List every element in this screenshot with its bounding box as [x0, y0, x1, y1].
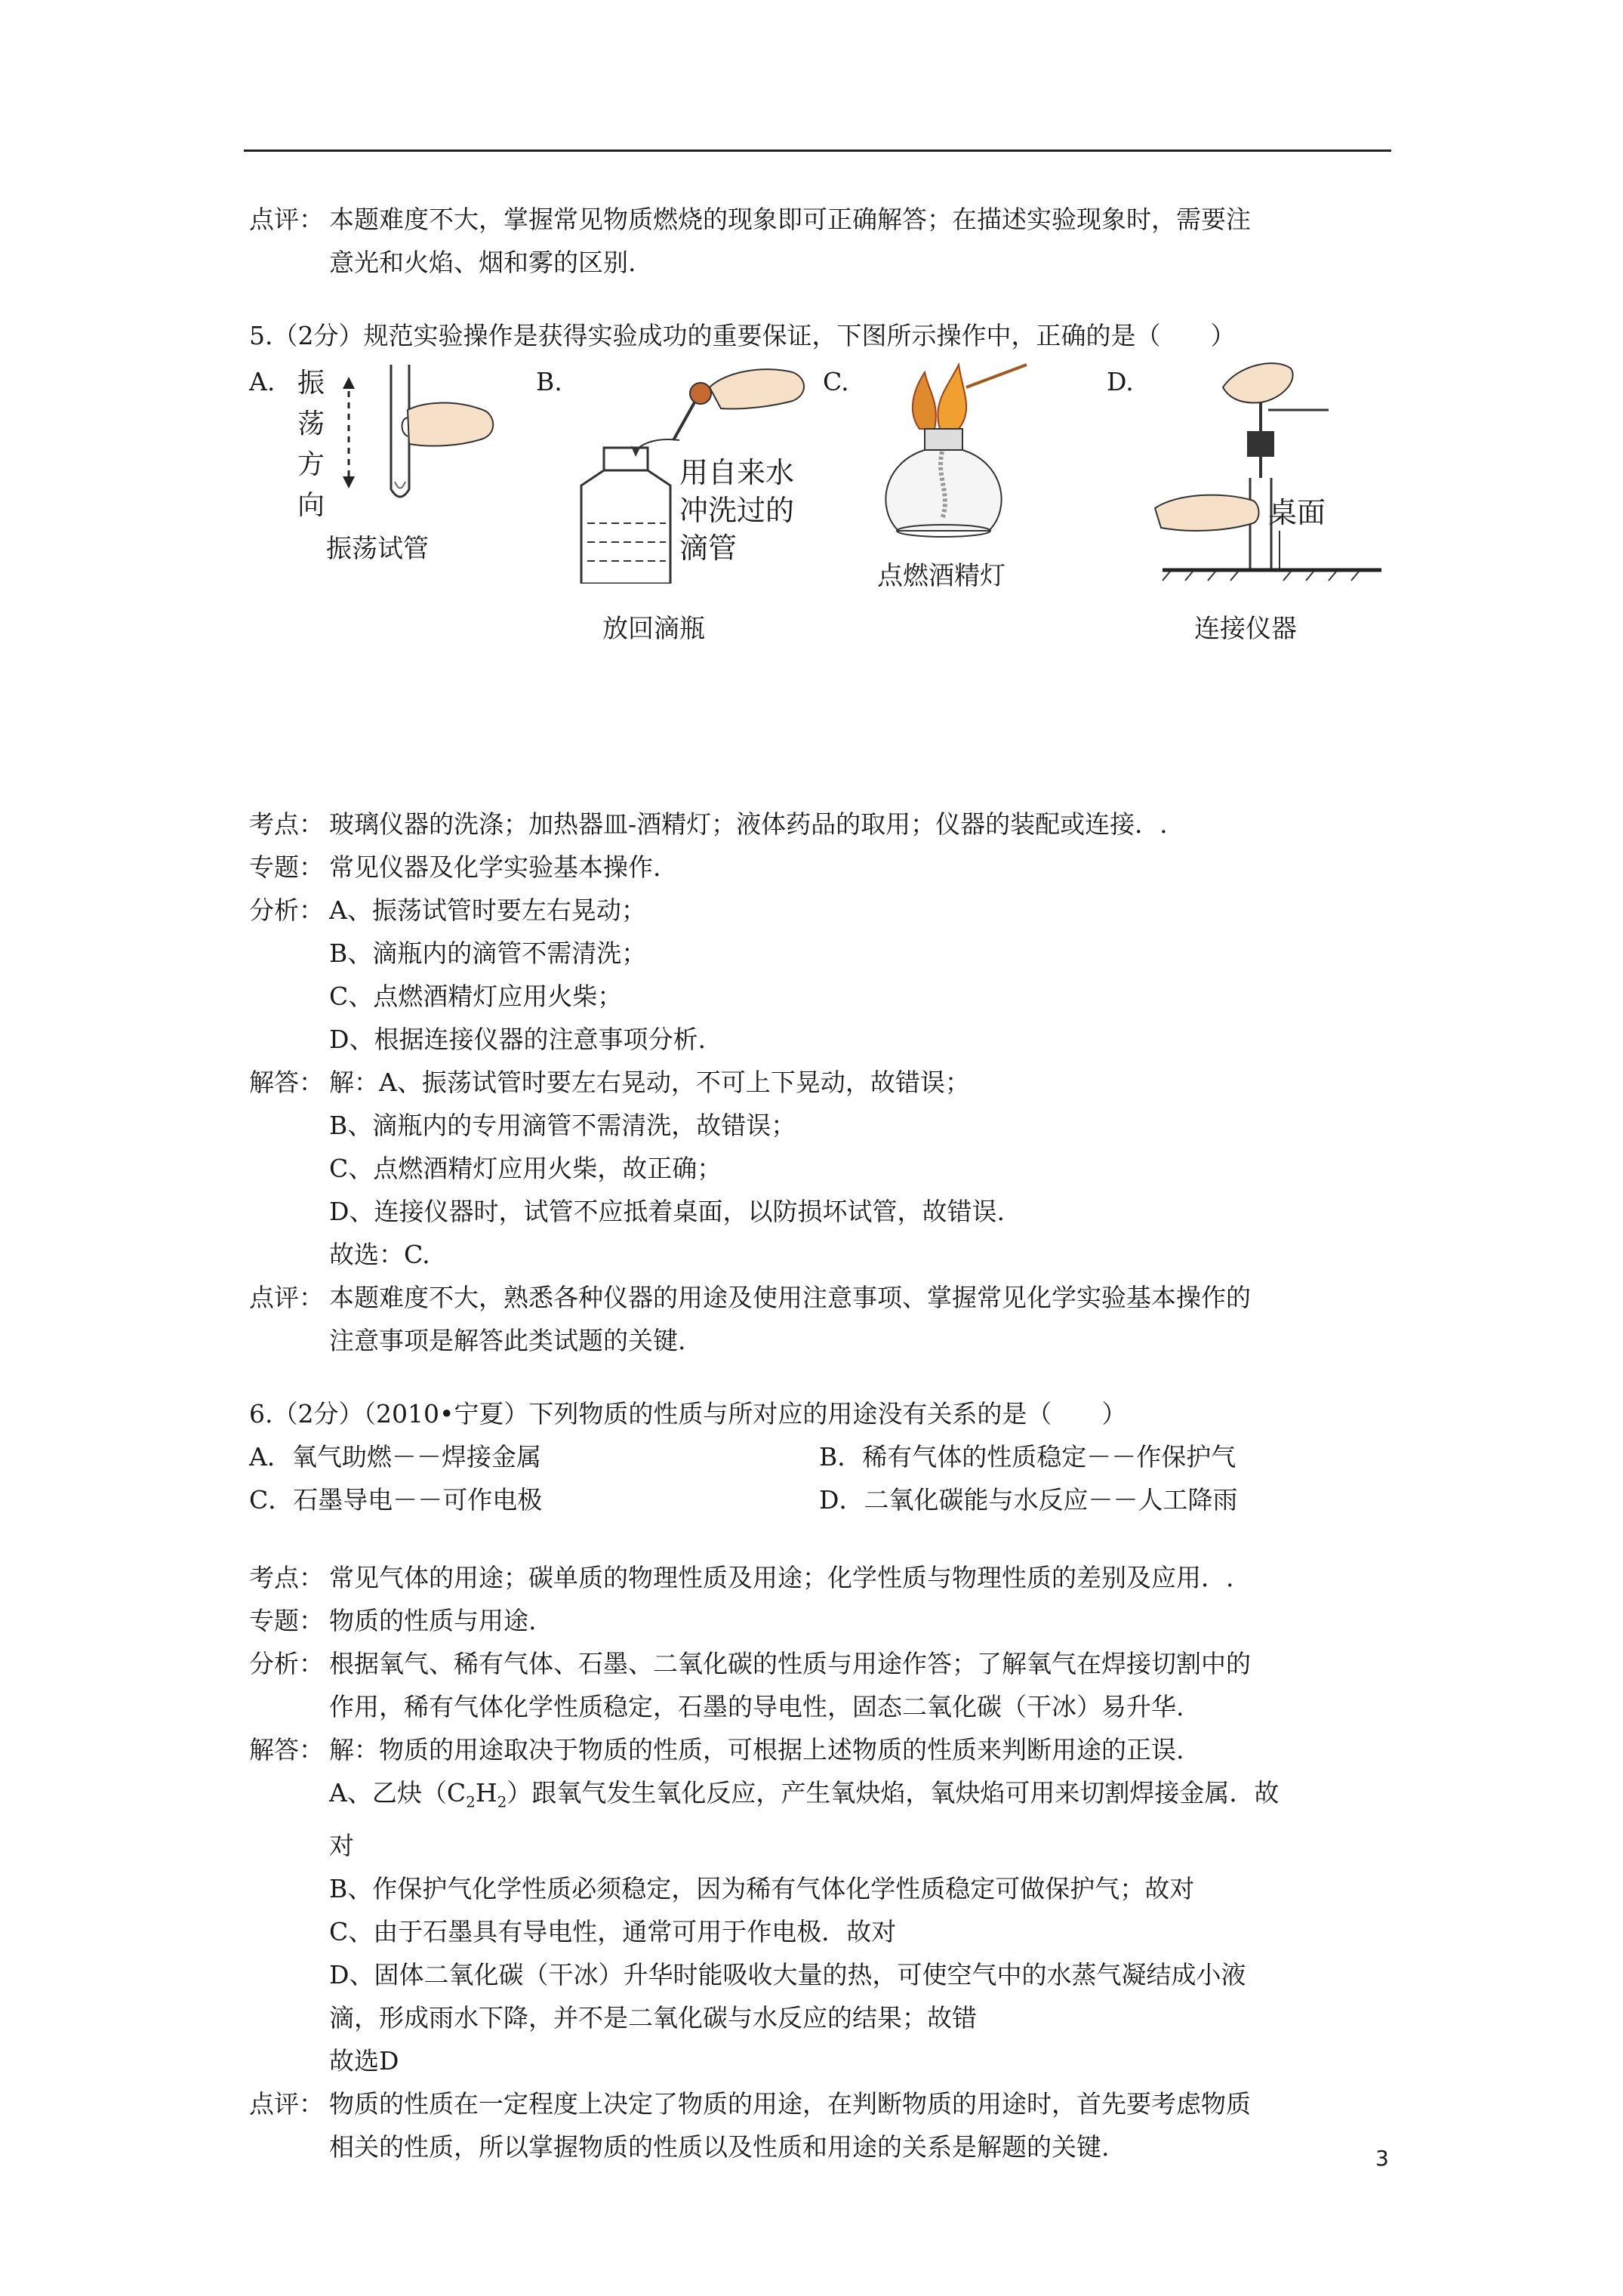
- q5-dianping: [249, 1276, 1397, 1362]
- line: 物质的性质在一定程度上决定了物质的用途，在判断物质的用途时，首先要考虑物质: [329, 2088, 1251, 2119]
- line: 本题难度不大，掌握常见物质燃烧的现象即可正确解答；在描述实验现象时，需要注: [329, 205, 1251, 234]
- page-body: [249, 198, 1397, 2168]
- line: 解：A、振荡试管时要左右晃动，不可上下晃动，故错误；: [329, 1068, 970, 1097]
- option-letter: B.: [536, 367, 562, 396]
- label: 解答：: [249, 1735, 324, 1764]
- caption: 连接仪器: [1194, 614, 1297, 644]
- line: 玻璃仪器的洗涤；加热器皿-酒精灯；液体药品的取用；仪器的装配或连接．.: [329, 809, 1168, 839]
- line: C、点燃酒精灯应用火柴；: [329, 982, 623, 1011]
- caption: 放回滴瓶: [602, 614, 705, 644]
- line: 解：物质的用途取决于物质的性质，可根据上述物质的性质来判断用途的正误.: [329, 1735, 1184, 1764]
- option-a: A．氧气助燃－－焊接金属: [249, 1442, 541, 1472]
- connect-apparatus-illustration: [1140, 357, 1397, 584]
- label-line: 冲洗过的: [679, 494, 795, 527]
- figure-c: [853, 357, 1095, 659]
- q5-stem: 5.（2分）规范实验操作是获得实验成功的重要保证，下图所示操作中，正确的是（ ）: [249, 321, 1236, 350]
- line: A、振荡试管时要左右晃动；: [329, 895, 646, 925]
- figure-b: [566, 357, 823, 689]
- line: 注意事项是解答此类试题的关键.: [329, 1326, 686, 1355]
- line: B、滴瓶内的滴管不需清洗；: [329, 938, 647, 968]
- line: 常见气体的用途；碳单质的物理性质及用途；化学性质与物理性质的差别及应用．.: [329, 1563, 1234, 1592]
- line: 相关的性质，所以掌握物质的性质以及性质和用途的关系是解题的关键.: [329, 2131, 1110, 2162]
- q5-zhuanti: [249, 846, 1397, 889]
- figure-a: [294, 357, 521, 584]
- header-rule: [244, 149, 1391, 152]
- q6-jieda: [249, 1728, 1397, 2082]
- option-letter: D.: [1107, 367, 1134, 396]
- line: D、固体二氧化碳（干冰）升华时能吸收大量的热，可使空气中的水蒸气凝结成小液: [329, 1959, 1246, 1989]
- line: B、滴瓶内的专用滴管不需清洗，故错误；: [329, 1111, 796, 1140]
- line: D、根据连接仪器的注意事项分析.: [329, 1025, 706, 1054]
- alcohol-lamp-illustration: [853, 357, 1095, 553]
- option-c: C．石墨导电－－可作电极: [249, 1485, 543, 1515]
- line: C、点燃酒精灯应用火柴，故正确；: [329, 1154, 722, 1183]
- q5-fenxi: [249, 889, 1397, 1061]
- option-d: D．二氧化碳能与水反应－－人工降雨: [819, 1485, 1238, 1515]
- q6-zhuanti: [249, 1599, 1397, 1642]
- q6-fenxi: [249, 1642, 1397, 1728]
- line: 意光和火焰、烟和雾的区别.: [329, 248, 636, 277]
- arrow-text-char: 向: [297, 490, 325, 521]
- figure-d: [1140, 357, 1397, 689]
- line: 故选D: [329, 2045, 399, 2076]
- line: 本题难度不大，熟悉各种仪器的用途及使用注意事项、掌握常见化学实验基本操作的: [329, 1283, 1251, 1312]
- q6-kaodian: [249, 1556, 1397, 1599]
- label: 点评：: [249, 2088, 324, 2119]
- line: 根据氧气、稀有气体、石墨、二氧化碳的性质与用途作答；了解氧气在焊接切割中的: [329, 1649, 1251, 1678]
- option-b: B．稀有气体的性质稳定－－作保护气: [819, 1442, 1236, 1472]
- option-letter: A.: [249, 367, 276, 396]
- shake-tube-illustration: [294, 357, 521, 523]
- line: 物质的性质与用途.: [329, 1606, 537, 1635]
- q5-kaodian: [249, 803, 1397, 846]
- q6-stem: 6.（2分）（2010•宁夏）下列物质的性质与所对应的用途没有关系的是（ ）: [249, 1399, 1127, 1428]
- line: C、由于石墨具有导电性，通常可用于作电极．故对: [329, 1916, 897, 1946]
- q5-jieda: [249, 1061, 1397, 1276]
- line-formula: A、乙炔$(C_2H_2)$跟氧气发生氧化反应，产生氧炔焰，氧炔焰可用来切割焊接金属．故: [329, 1778, 1280, 1811]
- label: 专题：: [249, 852, 324, 882]
- line: 作用，稀有气体化学性质稳定，石墨的导电性，固态二氧化碳（干冰）易升华.: [329, 1692, 1184, 1721]
- option-letter: C.: [823, 367, 849, 396]
- line: 对: [329, 1830, 354, 1860]
- table-label: 桌面: [1268, 496, 1326, 529]
- label: 点评：: [249, 205, 324, 234]
- label: 分析：: [249, 1649, 324, 1678]
- q6-options: [249, 1435, 1397, 1521]
- prev-comment: [249, 198, 1397, 284]
- label: 点评：: [249, 1283, 324, 1312]
- q5-figures: [249, 357, 1397, 803]
- label: 专题：: [249, 1606, 324, 1635]
- label: 分析：: [249, 895, 324, 925]
- line: 故选：C.: [329, 1240, 430, 1269]
- line: B、作保护气化学性质必须稳定，因为稀有气体化学性质稳定可做保护气；故对: [329, 1873, 1195, 1903]
- line: 常见仪器及化学实验基本操作.: [329, 852, 661, 882]
- line: D、连接仪器时，试管不应抵着桌面，以防损坏试管，故错误.: [329, 1197, 1005, 1226]
- line: 滴，形成雨水下降，并不是二氧化碳与水反应的结果；故错: [329, 2002, 977, 2032]
- arrow-text-char: 振: [297, 368, 325, 399]
- q6-dianping: [249, 2082, 1397, 2168]
- arrow-text-char: 方: [297, 449, 325, 480]
- caption: 振荡试管: [326, 534, 429, 564]
- label-line: 用自来水: [679, 456, 795, 489]
- label-line: 滴管: [679, 532, 738, 565]
- label: 考点：: [249, 809, 324, 839]
- arrow-text-char: 荡: [297, 408, 325, 439]
- label: 解答：: [249, 1068, 324, 1097]
- page-number: 3: [1375, 2146, 1389, 2171]
- label: 考点：: [249, 1563, 324, 1592]
- caption: 点燃酒精灯: [877, 561, 1006, 591]
